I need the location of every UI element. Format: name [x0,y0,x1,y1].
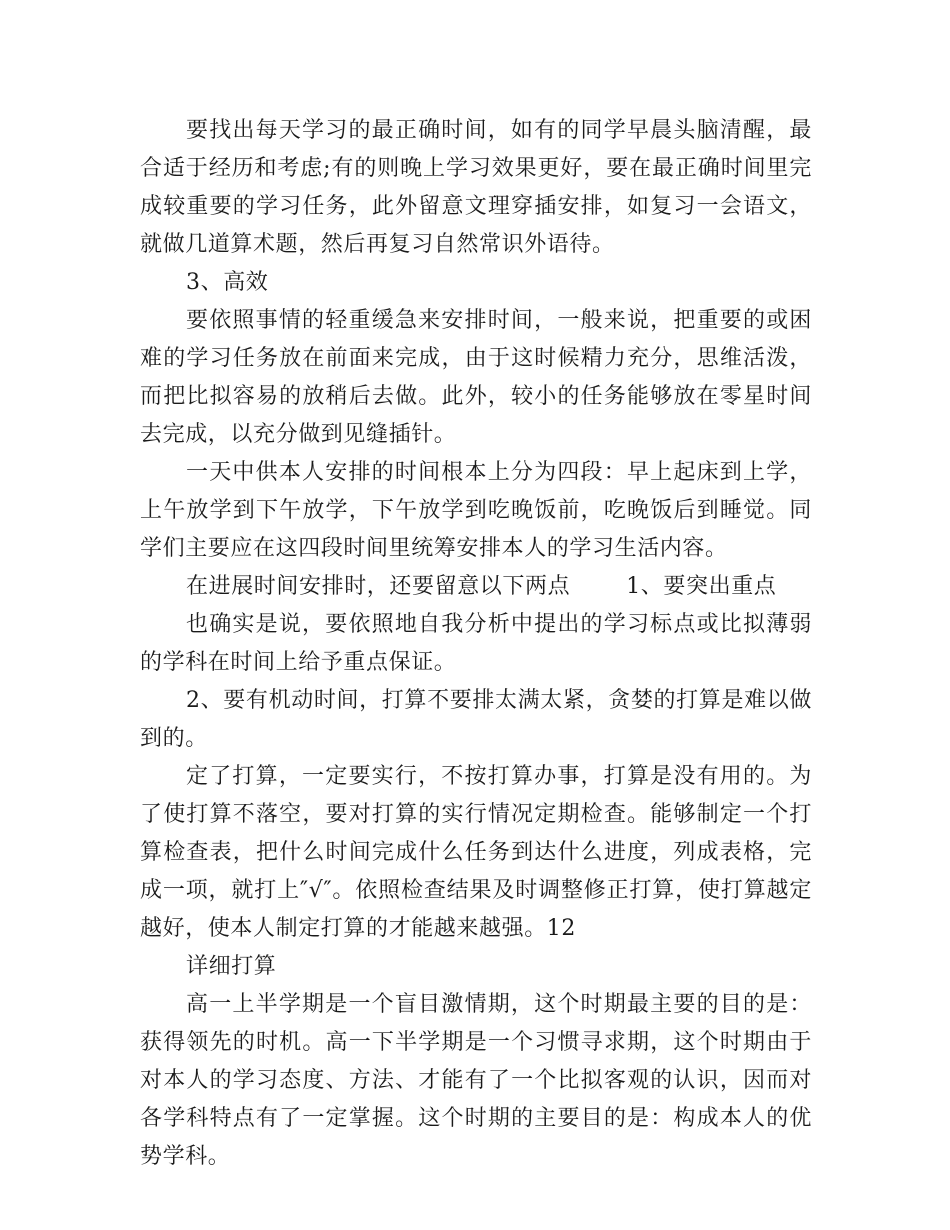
paragraph-execute-plan: 定了打算，一定要实行，不按打算办事，打算是没有用的。为了使打算不落空，要对打算的实行情况定期检查。能够制定一个打算检查表，把什么时间完成什么任务到达什么进度，列成表格，完成一项，就打上″√″。依照检查结果及时调整修正打算，使打算越定越好，使本人制定打算的才能越来越强。12 [140,764,812,941]
two-points-text: 在进展时间安排时，还要留意以下两点 [186,574,571,599]
paragraph-two-points [140,568,812,606]
paragraph-priority: 要依照事情的轻重缓急来安排时间，一般来说，把重要的或困难的学习任务放在前面来完成，由于这时候精力充分，思维活泼，而把比拟容易的放稍后去做。此外，较小的任务能够放在零星时间去完成，以充分做到见缝插针。 [140,308,812,447]
heading-efficiency: 3、高效 [186,270,269,295]
paragraph-key-subjects: 也确实是说，要依照地自我分析中提出的学习标点或比拟薄弱的学科在时间上给予重点保证。 [140,612,812,675]
paragraph-semester-plan: 高一上半学期是一个盲目激情期，这个时期最主要的目的是：获得领先的时机。高一下半学期是一个习惯寻求期，这个时期由于对本人的学习态度、方法、才能有了一个比拟客观的认识，因而对各学科特点有了一定掌握。这个时期的主要目的是：构成本人的优势学科。 [140,992,812,1169]
highlight-point-text: 1、要突出重点 [626,574,777,599]
paragraph-four-periods: 一天中供本人安排的时间根本上分为四段：早上起床到上学，上午放学到下午放学，下午放学到吃晚饭前，吃晚饭后到睡觉。同学们主要应在这四段时间里统筹安排本人的学习生活内容。 [140,460,812,561]
paragraph-flexible-time: 2、要有机动时间，打算不要排太满太紧，贪婪的打算是难以做到的。 [140,688,812,751]
paragraph-study-time: 要找出每天学习的最正确时间，如有的同学早晨头脑清醒，最合适于经历和考虑;有的则晚上学习效果更好，要在最正确时间里完成较重要的学习任务，此外留意文理穿插安排，如复习一会语文，就做几道算术题，然后再复习自然常识外语待。 [140,118,812,257]
document-body [140,112,812,1176]
heading-detailed-plan: 详细打算 [186,954,277,979]
